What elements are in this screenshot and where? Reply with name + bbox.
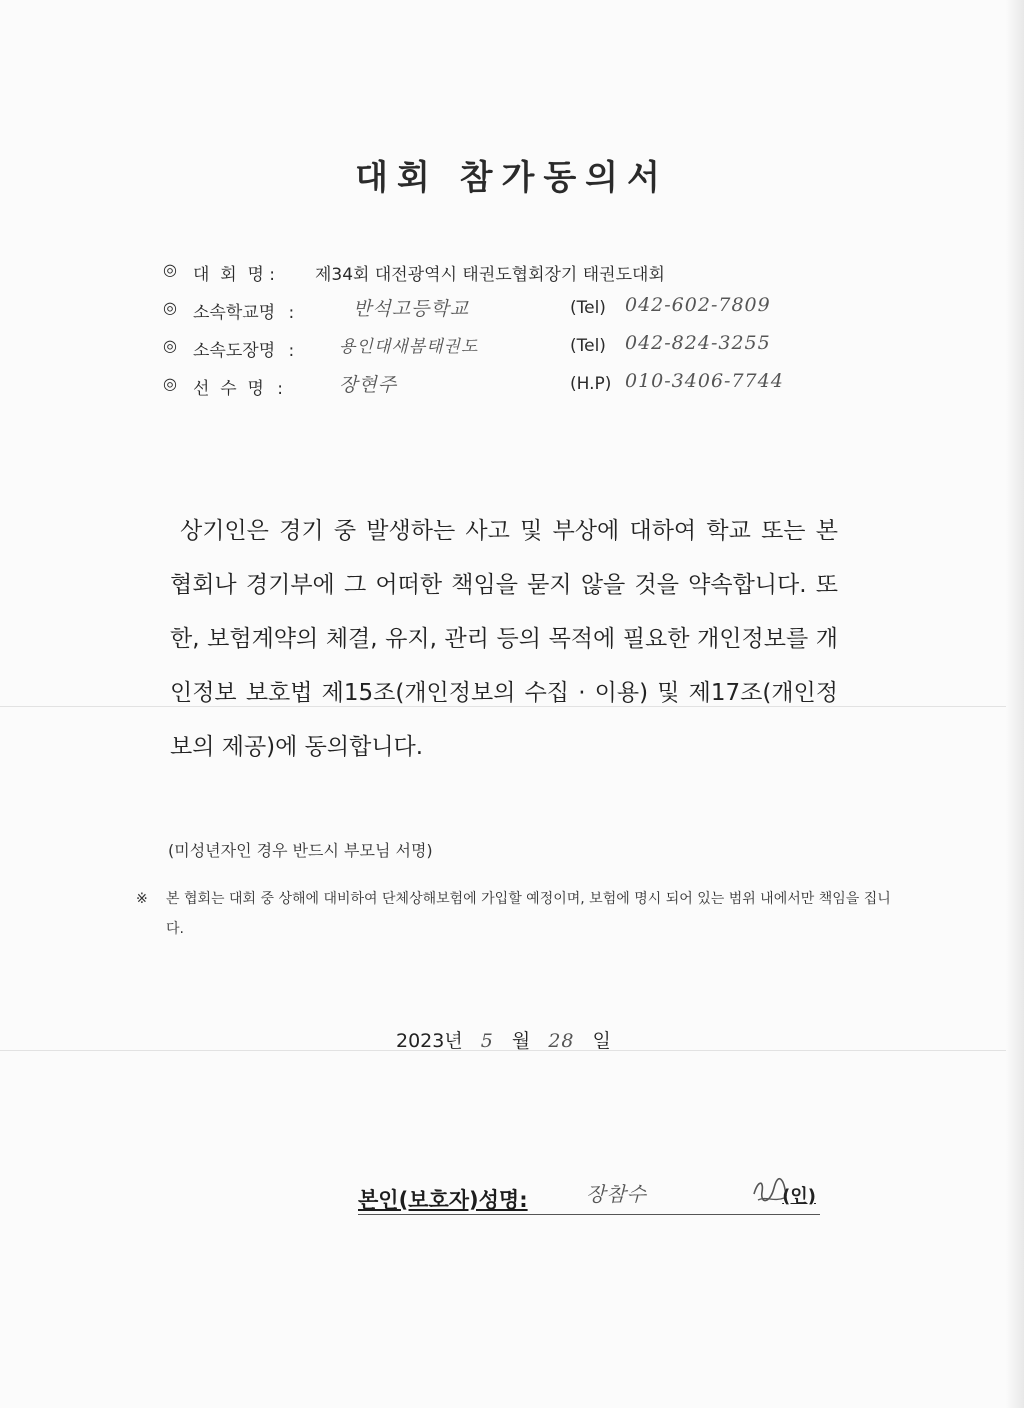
- school-label-text: 소속학교명: [193, 303, 276, 323]
- double-circle-icon: ◎: [163, 298, 177, 317]
- dojang-phone-label: (Tel): [570, 336, 606, 356]
- athlete-label-text: 선 수 명: [193, 379, 264, 399]
- reference-mark-icon: ※: [136, 891, 148, 907]
- info-row-dojang: [163, 332, 863, 362]
- athlete-phone-label: (H.P): [570, 374, 612, 394]
- dojang-name-handwritten: 용인대새봄태권도: [339, 337, 479, 357]
- competition-value: 제34회 대전광역시 태권도협회장기 태권도대회: [315, 265, 665, 285]
- signature-line: [358, 1178, 820, 1215]
- guardian-signature-note: (미성년자인 경우 반드시 부모님 서명): [168, 841, 433, 860]
- guardian-name-handwritten: 장참수: [586, 1182, 647, 1206]
- date-month-handwritten: 5: [480, 1030, 494, 1052]
- label-colon: :: [288, 303, 295, 323]
- competition-label: [193, 260, 275, 285]
- school-phone-handwritten: 042-602-7809: [625, 294, 771, 316]
- document-title: 대회 참가동의서: [355, 158, 669, 198]
- athlete-label: [193, 374, 283, 399]
- athlete-phone-handwritten: 010-3406-7744: [625, 370, 784, 392]
- signing-date: [396, 1026, 611, 1053]
- school-label: [193, 298, 294, 323]
- dojang-label-text: 소속도장명: [193, 341, 276, 361]
- date-day-unit: 일: [592, 1030, 611, 1052]
- seal-mark: (인): [782, 1186, 816, 1207]
- school-name-handwritten: 반석고등학교: [353, 298, 470, 320]
- double-circle-icon: ◎: [163, 336, 177, 355]
- double-circle-icon: ◎: [163, 260, 177, 279]
- consent-body-text: 상기인은 경기 중 발생하는 사고 및 부상에 대하여 학교 또는 본 협회나 경기부에 그 어떠한 책임을 묻지 않을 것을 약속합니다. 또한, 보험계약의 체결, 유지, 관리 등의 목적에 필요한 개인정보를 개인정보 보호법 제15조(개인정보의 수집 · 이용) 및 제17조(개인정보의 제공)에 동의합니다.: [170, 518, 838, 760]
- date-day-handwritten: 28: [548, 1030, 575, 1052]
- info-row-athlete: [163, 370, 863, 400]
- insurance-notice-text: 본 협회는 대회 중 상해에 대비하여 단체상해보험에 가입할 예정이며, 보험에 명시 되어 있는 범위 내에서만 책임을 집니다.: [166, 891, 891, 937]
- paper-edge-shadow: [1006, 0, 1024, 1408]
- signature-label: 본인(보호자)성명:: [358, 1188, 528, 1212]
- info-row-school: [163, 294, 863, 324]
- athlete-name-handwritten: 장현주: [339, 374, 398, 396]
- dojang-phone-handwritten: 042-824-3255: [625, 332, 771, 354]
- label-colon: :: [277, 379, 284, 399]
- label-colon: :: [269, 265, 276, 285]
- competition-label-text: 대 회 명: [193, 265, 264, 285]
- dojang-label: [193, 336, 294, 361]
- school-phone-label: (Tel): [570, 298, 606, 318]
- date-month-unit: 월: [511, 1030, 531, 1052]
- double-circle-icon: ◎: [163, 374, 177, 393]
- info-row-competition: [163, 256, 863, 286]
- label-colon: :: [288, 341, 295, 361]
- date-year: 2023년: [396, 1030, 463, 1052]
- insurance-notice: [136, 884, 906, 944]
